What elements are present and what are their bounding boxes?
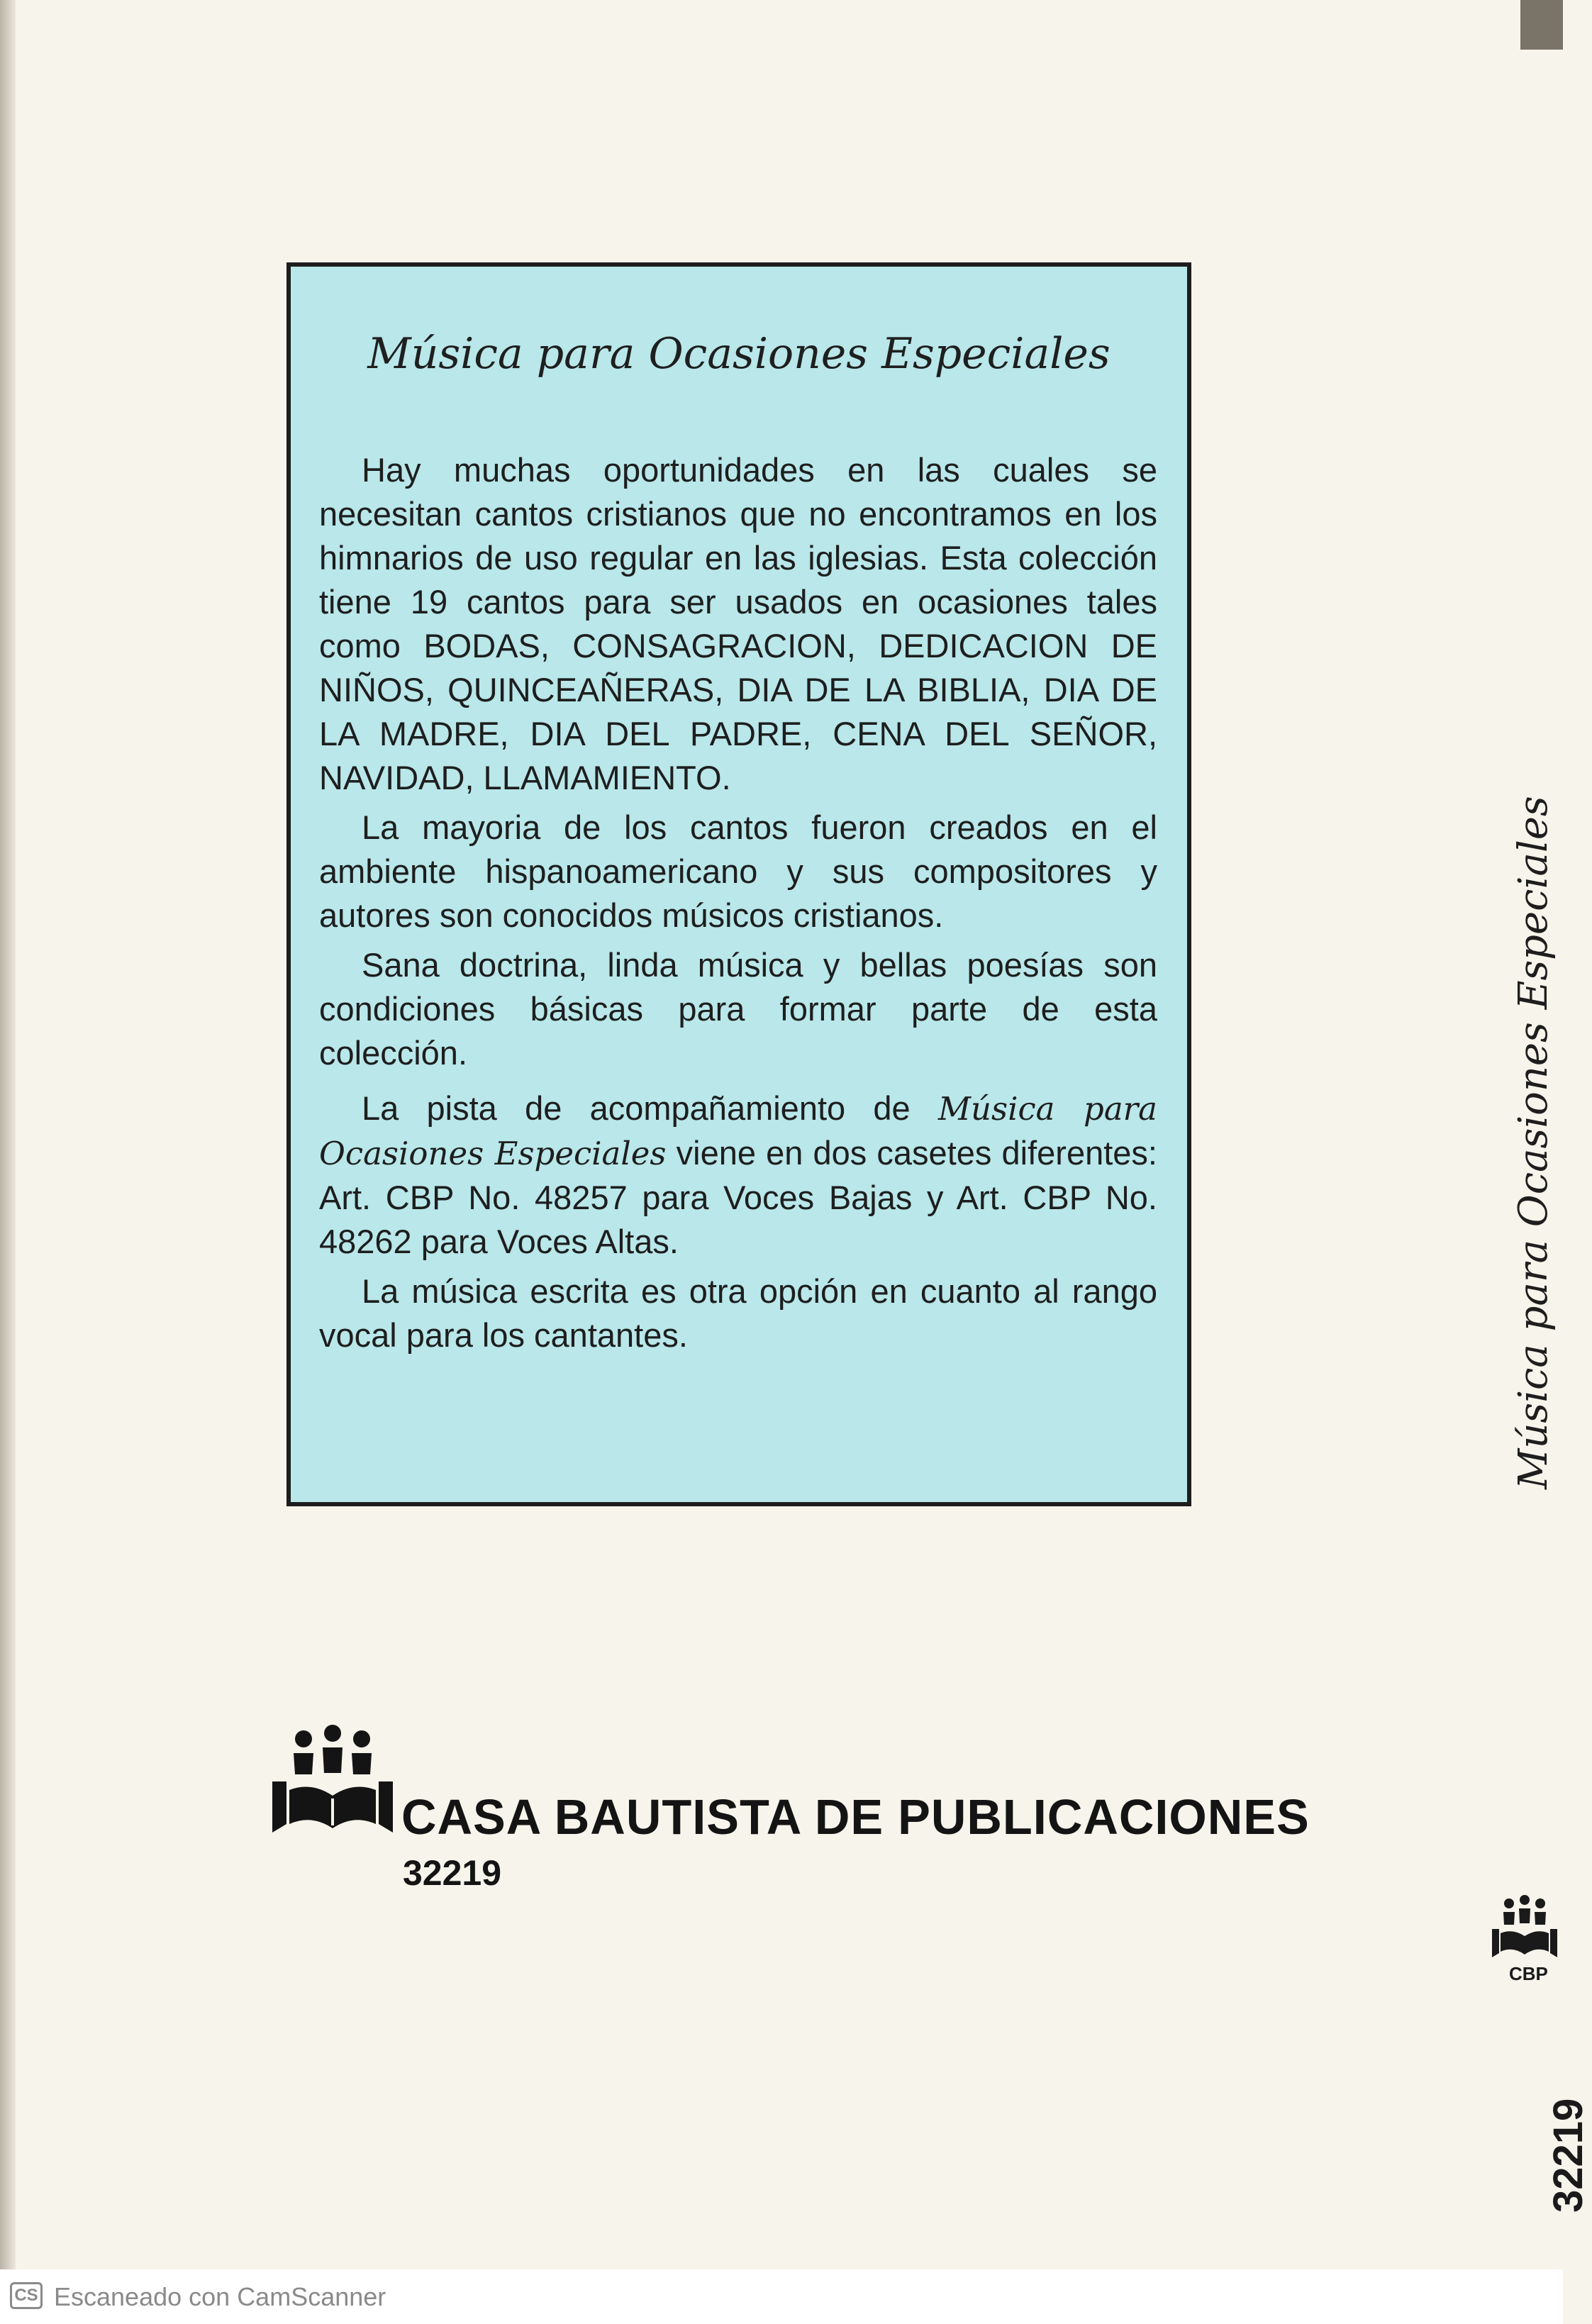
paragraph-origin: La mayoria de los cantos fueron creados en el ambiente hispanoamericano y sus compositores y autores son conocidos músicos cristianos. xyxy=(319,808,1157,934)
camscanner-icon: CS xyxy=(10,2282,43,2309)
publisher-name: CASA BAUTISTA DE PUBLICACIONES xyxy=(401,1789,1310,1845)
paragraph-cassettes-end: viene en dos casetes diferentes: Art. CBP No. 48257 para Voces Bajas y Art. CBP No. 48262 para Voces Altas. xyxy=(319,1134,1157,1260)
description-box xyxy=(286,262,1191,1506)
scanner-footer xyxy=(0,2269,1563,2324)
spine-title: Música para Ocasiones Especiales xyxy=(1510,796,1557,1489)
cbp-small-logo-icon xyxy=(1491,1895,1559,1959)
spine-number: 32219 xyxy=(1545,2098,1591,2213)
cbp-logo-icon xyxy=(272,1725,393,1838)
box-title: Música para Ocasiones Especiales xyxy=(367,329,1110,379)
paragraph-cassettes xyxy=(319,1086,1157,1264)
scanner-footer-text: Escaneado con CamScanner xyxy=(54,2282,386,2311)
scan-left-edge xyxy=(0,0,16,2269)
paragraph-cassettes-title: Música para Ocasiones Especiales xyxy=(319,1090,1157,1172)
paragraph-cassettes-start: La pista de acompañamiento de xyxy=(362,1089,938,1127)
paragraph-occasions: Hay muchas oportunidades en las cuales se necesitan cantos cristianos que no encontramos en los himnarios de uso regular en las iglesias. Esta colección tiene 19 cantos para ser usados en ocasiones tales como BODAS, CONSAGRACION, DEDICACION DE NIÑOS, QUINCEAÑERAS, DIA DE LA BIBLIA, DIA DE LA MADRE, DIA DEL PADRE, CENA DEL SEÑOR, NAVIDAD, LLAMAMIENTO. xyxy=(319,451,1157,796)
cbp-small-logo-label: CBP xyxy=(1509,1963,1548,1984)
scan-corner-shadow xyxy=(1520,0,1563,50)
paragraph-doctrine: Sana doctrina, linda música y bellas poesías son condiciones básicas para formar parte de esta colección. xyxy=(319,946,1157,1072)
box-body xyxy=(319,448,1157,1363)
catalog-number: 32219 xyxy=(403,1853,502,1893)
paragraph-vocal-range: La música escrita es otra opción en cuanto al rango vocal para los cantantes. xyxy=(319,1272,1157,1354)
